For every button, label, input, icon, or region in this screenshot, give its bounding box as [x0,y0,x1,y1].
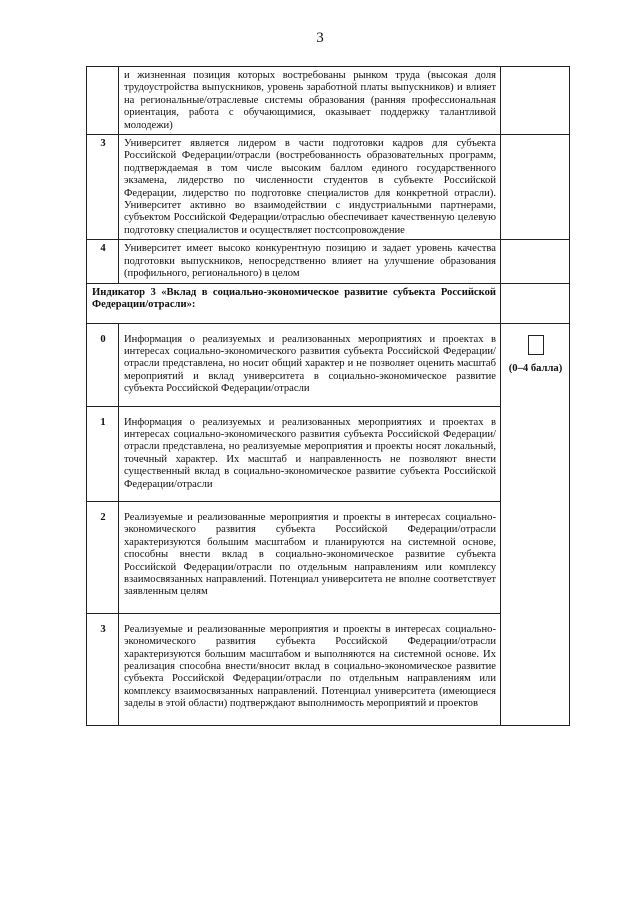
indicator-heading-row [87,283,570,323]
level-description: Информация о реализуемых и реализованных мероприятиях и проектах в интересах социально-экономического развития субъекта Российской Федерации/отрасли представлена, но реализуемые мероприятия и проекты носят локальный, точечный характер. Их масштаб и направленность не позволяют внести существенный вклад в социально-экономическое развитие субъекта Российской Федерации/отрасли [119,406,501,501]
level-description: Реализуемые и реализованные мероприятия и проекты в интересах социально-экономического развития субъекта Российской Федерации/отрасли характеризуются большим масштабом и планируются на системной основе, способны внести вклад в социально-экономическое развитие субъекта Российской Федерации/отрасли по отдельным направлениям или комплексу взаимосвязанных направлений. Потенциал университета не вполне соответствует заявленным целям [119,501,501,613]
level-description: и жизненная позиция которых востребованы рынком труда (высокая доля трудоустройства выпускников, уровень заработной платы выпускников) и влияет на региональные/отраслевые системы образования (ранняя профессиональная ориентация, работа с обучающимися, оказывает поддержку талантливой молодежи) [119,67,501,135]
level-description: Университет является лидером в части подготовки кадров для субъекта Российской Федерации/отрасли (востребованность образовательных программ, подтверждаемая в том числе высоким баллом единого государственного экзамена, лидерство по численности студентов в субъекте Российской Федерации, лидерство по подготовке специалистов для конкретной отрасли). Университет активно во взаимодействии с индустриальными партнерами, субъектом Российской Федерации/отраслью обеспечивает качественную целевую подготовку специалистов и осуществляет постсопровождение [119,135,501,240]
level-number: 4 [87,240,119,283]
level-number: 0 [87,323,119,406]
score-checkbox[interactable] [528,335,544,355]
table-row [87,323,570,406]
table-row [87,613,570,725]
level-number: 1 [87,406,119,501]
level-description: Реализуемые и реализованные мероприятия и проекты в интересах социально-экономического развития субъекта Российской Федерации/отрасли характеризуются большим масштабом и выполняются на системной основе. Их реализация способна внести/вносит вклад в социально-экономическое развитие субъекта Российской Федерации/отрасли по отдельным направлениям или комплексу взаимосвязанных направлений. Потенциал университета (имеющиеся заделы в этой области) подтверждают выполнимость мероприятий и проектов [119,613,501,725]
table-row [87,501,570,613]
score-cell [501,135,570,240]
page-number: 3 [316,30,324,46]
level-number: 3 [87,135,119,240]
score-cell [501,240,570,283]
criteria-table [86,66,570,726]
level-description: Университет имеет высоко конкурентную позицию и задает уровень качества подготовки выпускников, непосредственно влияет на улучшение образования (профильного, регионального) в целом [119,240,501,283]
table-row [87,406,570,501]
level-number: 2 [87,501,119,613]
score-cell [501,323,570,725]
indicator-heading: Индикатор 3 «Вклад в социально-экономическое развитие субъекта Российской Федерации/отрасли»: [87,283,501,323]
score-cell [501,283,570,323]
table-row [87,67,570,135]
score-range-label: (0–4 балла) [508,362,563,374]
level-description: Информация о реализуемых и реализованных мероприятиях и проектах в интересах социально-экономического развития субъекта Российской Федерации/отрасли представлена, но носит общий характер и не позволяет оценить масштаб мероприятий и вклад университета в социально-экономическое развитие субъекта Российской Федерации/отрасли [119,323,501,406]
level-number: 3 [87,613,119,725]
table-row [87,135,570,240]
table-row [87,240,570,283]
score-cell [501,67,570,135]
level-number [87,67,119,135]
